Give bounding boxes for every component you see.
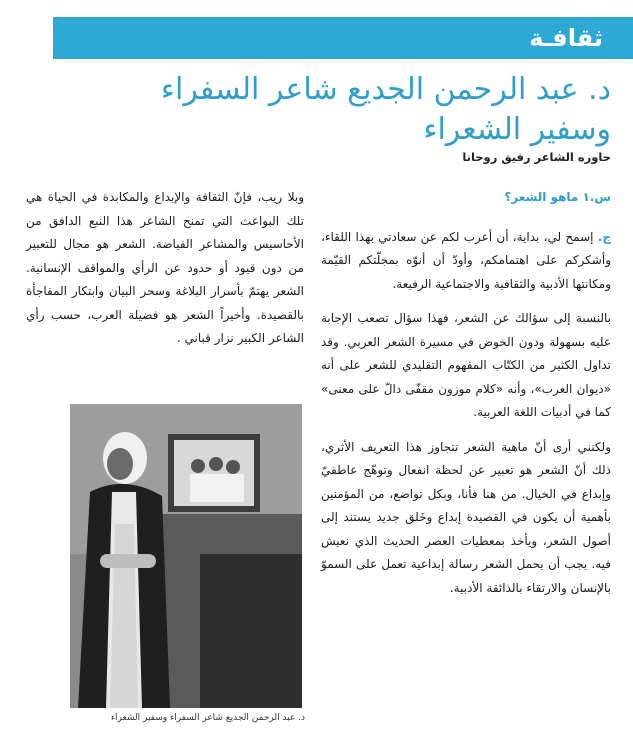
answer-text-1: إسمح لي، بداية، أن أعرب لكم عن سعادتي بهذا اللقاء، وأشكركم على اهتمامكم، وأودّ أن أنوّه بمجلّتكم القيّمة ومكانتها الأدبية والثقافية والاجتماعية الرفيعة.	[321, 229, 611, 291]
portrait-illustration	[70, 404, 302, 708]
byline: حاوره الشاعر رفيق روحانا	[462, 150, 611, 164]
answer-label: ج.	[597, 229, 611, 244]
answer-paragraph-4: وبلا ريب، فإنّ الثقافة والإبداع والمكابدة في الحياة هي تلك البواعث التي تمنح الشاعر هذا النبع الدافق من الأحاسيس والمشاعر الفياضة. الشعر هو مجال للتعبير من دون قيود أو حدود عن الرأي والمواقف الإنسانية. الشعر يهتمّ بأسرار البلاغة وسحر البيان وابتكار المفاجأة بالقصيدة. وأخيراً الشعر هو فضيلة العرب، حسب رأي الشاعر الكبير نزار قباني .	[26, 190, 304, 345]
column-right	[321, 186, 611, 611]
column-left	[26, 186, 304, 362]
answer-paragraph-2: بالنسبة إلى سؤالك عن الشعر، فهذا سؤال تصعب الإجابة عليه بسهولة ودون الخوض في مسيرة الشعر العربي. وقد تداول الكثير من الكتّاب المفهوم التقليدي للشعر على أنه «ديوان العرب»، وأنه «كلام موزون مقفّى دالّ على معنى» كما في أدبيات اللغة العربية.	[321, 311, 611, 419]
portrait-photo	[70, 404, 302, 708]
headline-line-1: د. عبد الرحمن الجديع شاعر السفراء	[160, 72, 611, 107]
article-headline	[51, 70, 611, 150]
section-banner	[53, 17, 633, 59]
answer-paragraph-3: ولكنني أرى أنّ ماهية الشعر تتجاوز هذا التعريف الأثري، ذلك أنّ الشعر هو تعبير عن لحظة انفعال وتوهّج عاطفيّ وإبداع في الخيال. من هنا فأنا، وبكل تواضع، من المؤمنين بأهمية أن يكون في القصيدة إبداع وخَلق جديد يستند إلى أصول الشعر، ويأخذ بمعطيات العصر الحديث الذي نعيش فيه. يجب أن يحمل الشعر رسالة إبداعية تعمل على السموّ بالإنسان والارتقاء بالذائقة الأدبية.	[321, 439, 611, 595]
headline-line-2: وسفير الشعراء	[423, 112, 611, 147]
section-title: ثقافـة	[529, 24, 603, 52]
answer-paragraph-1	[321, 226, 611, 297]
interview-question: س.١ ماهو الشعر؟	[504, 190, 611, 204]
photo-caption: د. عبد الرحمن الجديع شاعر السفراء وسفير الشعراء	[110, 713, 305, 723]
